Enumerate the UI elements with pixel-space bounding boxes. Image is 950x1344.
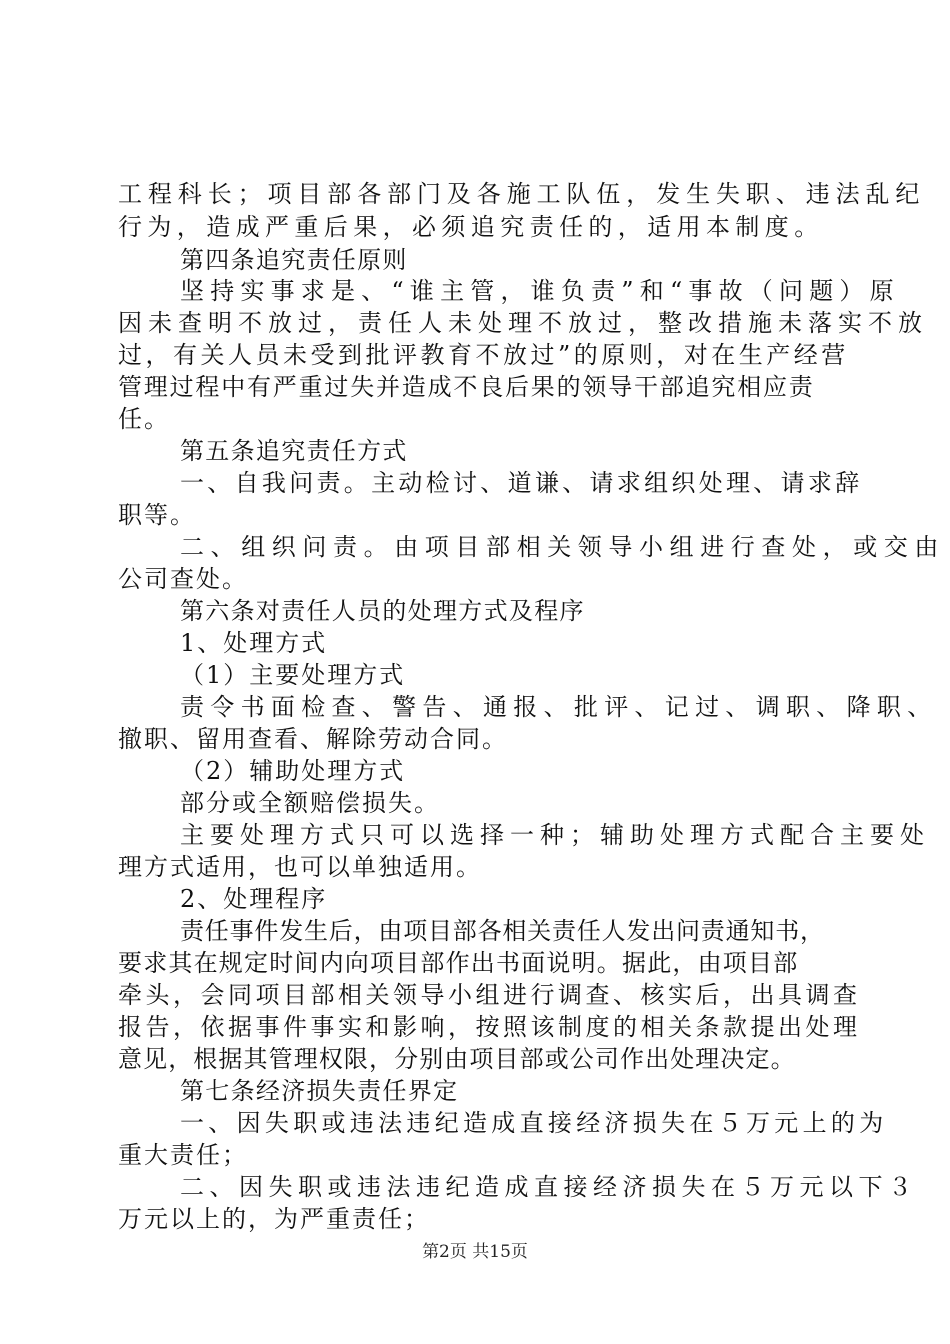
text-line: 行为，造成严重后果，必须追究责任的，适用本制度。 [118,213,824,241]
text-line: 部分或全额赔偿损失。 [180,789,440,817]
text-line: 一、因失职或违法违纪造成直接经济损失在５万元上的为 [180,1109,888,1137]
text-line: 任。 [118,405,170,433]
text-line: 万元以上的，为严重责任； [118,1205,430,1233]
text-line: 因未查明不放过，责任人未处理不放过，整改措施未落实不放 [118,309,928,337]
text-line: 主要处理方式只可以选择一种；辅助处理方式配合主要处 [180,821,930,849]
text-line: 管理过程中有严重过失并造成不良后果的领导干部追究相应责 [118,373,815,401]
subsection-heading: （2）辅助处理方式 [180,757,406,785]
page-footer: 第2页 共15页 [422,1242,528,1262]
text-line: 责令书面检查、警告、通报、批评、记过、调职、降职、 [180,693,938,721]
text-line: 公司查处。 [118,565,248,593]
text-line: 责任事件发生后，由项目部各相关责任人发出问责通知书， [180,917,825,945]
section-heading: 第七条经济损失责任界定 [180,1077,459,1105]
section-heading: 第六条对责任人员的处理方式及程序 [180,597,585,625]
text-line: 撤职、留用查看、解除劳动合同。 [118,725,508,753]
text-line: 坚持实事求是、“谁主管，谁负责”和“事故（问题）原 [180,277,900,305]
section-heading: 第五条追究责任方式 [180,437,408,465]
subsection-heading: 2、处理程序 [180,885,328,913]
text-line: 重大责任； [118,1141,248,1169]
subsection-heading: 1、处理方式 [180,629,328,657]
text-line: 二、组织问责。由项目部相关领导小组进行查处，或交由 [180,533,945,561]
text-line: 职等。 [118,501,196,529]
section-heading: 第四条追究责任原则 [180,246,408,274]
text-line: 过，有关人员未受到批评教育不放过”的原则，对在生产经营 [118,341,849,369]
text-line: 工程科长；项目部各部门及各施工队伍，发生失职、违法乱纪 [118,180,926,208]
text-line: 牵头，会同项目部相关领导小组进行调查、核实后，出具调查 [118,981,861,1009]
text-line: 一、自我问责。主动检讨、道谦、请求组织处理、请求辞 [180,469,863,497]
text-line: 二、因失职或违法违纪造成直接经济损失在５万元以下３ [180,1173,918,1201]
subsection-heading: （1）主要处理方式 [180,661,406,689]
text-line: 报告，依据事件事实和影响，按照该制度的相关条款提出处理 [118,1013,861,1041]
text-line: 意见，根据其管理权限，分别由项目部或公司作出处理决定。 [118,1045,796,1073]
text-line: 要求其在规定时间内向项目部作出书面说明。据此，由项目部 [118,949,799,977]
text-line: 理方式适用，也可以单独适用。 [118,853,482,881]
